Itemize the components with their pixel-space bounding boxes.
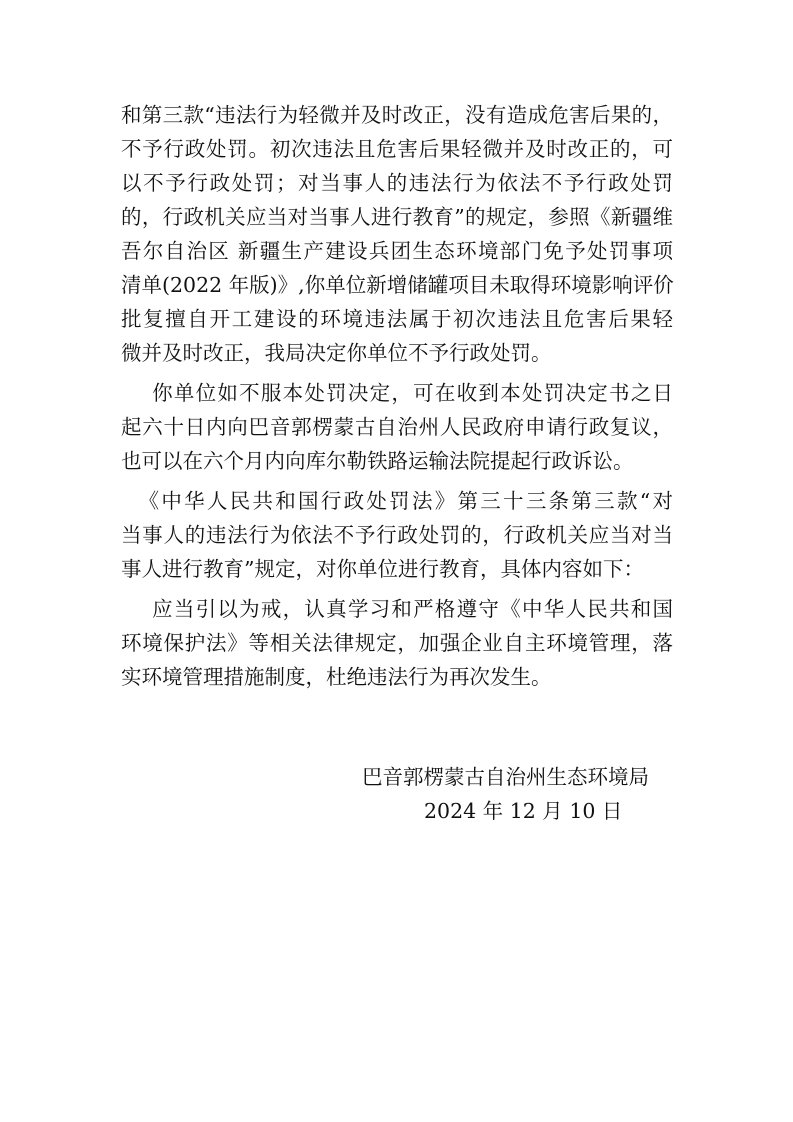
body-line: 当事人的违法行为依法不予行政处罚的，行政机关应当对当 bbox=[121, 523, 673, 547]
body-line: 吾尔自治区 新疆生产建设兵团生态环境部门免予处罚事项 bbox=[121, 239, 673, 263]
body-line: 事人进行教育”规定，对你单位进行教育，具体内容如下： bbox=[121, 557, 644, 581]
body-line: 以不予行政处罚；对当事人的违法行为依法不予行政处罚 bbox=[121, 171, 673, 195]
body-line: 也可以在六个月内向库尔勒铁路运输法院提起行政诉讼。 bbox=[121, 449, 634, 473]
issue-date: 2024 年 12 月 10 日 bbox=[424, 799, 623, 823]
body-line: 批复擅自开工建设的环境违法属于初次违法且危害后果轻 bbox=[121, 307, 673, 331]
body-line: 《中华人民共和国行政处罚法》第三十三条第三款“对 bbox=[121, 489, 673, 513]
issuing-organization: 巴音郭楞蒙古自治州生态环境局 bbox=[362, 765, 649, 789]
body-line: 起六十日内向巴音郭楞蒙古自治州人民政府申请行政复议， bbox=[121, 415, 673, 439]
body-line: 你单位如不服本处罚决定，可在收到本处罚决定书之日 bbox=[121, 381, 673, 405]
body-line: 实环境管理措施制度，杜绝违法行为再次发生。 bbox=[121, 665, 552, 689]
body-line: 和第三款“违法行为轻微并及时改正，没有造成危害后果的， bbox=[121, 103, 673, 127]
body-line: 环境保护法》等相关法律规定，加强企业自主环境管理，落 bbox=[121, 631, 673, 655]
body-line: 的，行政机关应当对当事人进行教育”的规定，参照《新疆维 bbox=[121, 205, 673, 229]
body-line: 应当引以为戒，认真学习和严格遵守《中华人民共和国 bbox=[121, 597, 673, 621]
body-line: 不予行政处罚。初次违法且危害后果轻微并及时改正的，可 bbox=[121, 137, 673, 161]
body-line: 微并及时改正，我局决定你单位不予行政处罚。 bbox=[121, 341, 552, 365]
body-line: 清单(2022 年版)》,你单位新增储罐项目未取得环境影响评价 bbox=[121, 273, 674, 297]
